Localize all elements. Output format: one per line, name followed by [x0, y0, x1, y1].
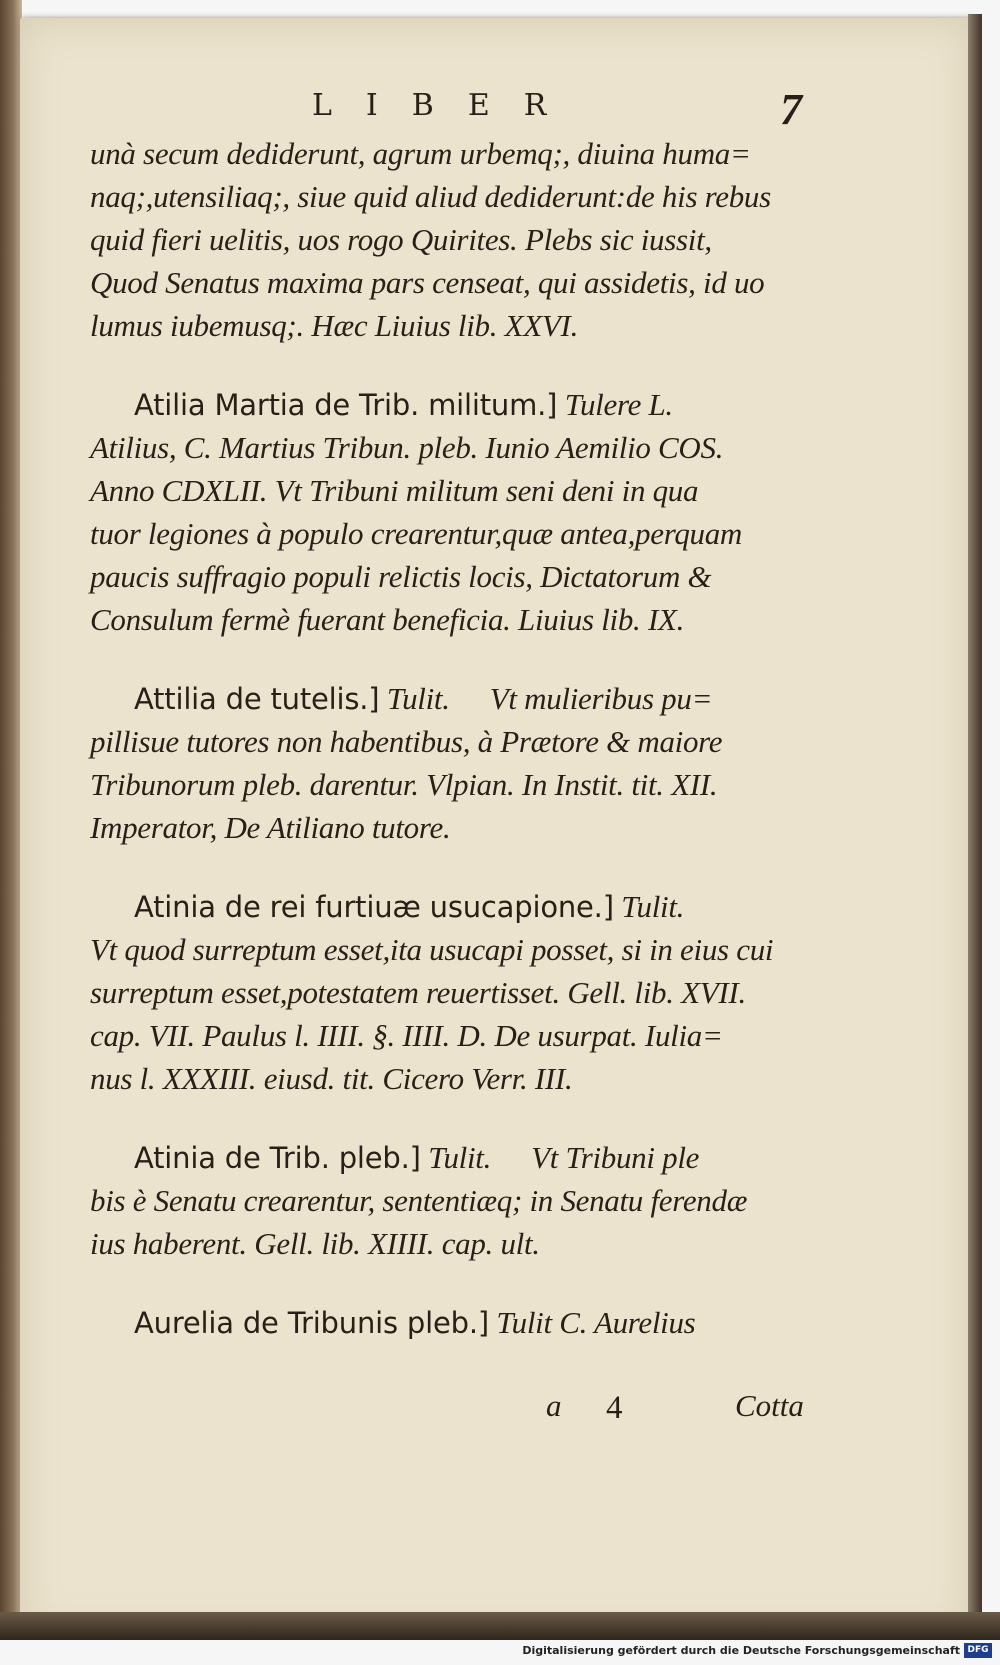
text-line: Consulum fermè fuerant beneficia. Liuius lib. IX. — [90, 602, 685, 637]
text-line: Vt mulieribus pu= — [489, 681, 713, 716]
text-line: Imperator, De Atiliano tutore. — [90, 810, 451, 845]
running-title: LIBER — [312, 88, 581, 123]
paragraph — [90, 1301, 820, 1344]
text-line: Tulit. — [386, 681, 450, 716]
text-line: Vt quod surreptum esset,ita usucapi posset, si in eius cui — [90, 932, 774, 967]
text-line: Atilius, C. Martius Tribun. pleb. Iunio Aemilio COS. — [90, 430, 724, 465]
text-line: Quod Senatus maxima pars censeat, qui assidetis, id uo — [90, 265, 765, 300]
text-line: unà secum dediderunt, agrum urbemq;, diuina huma= — [90, 136, 751, 171]
entry-heading: Atinia de rei furtiuæ usucapione.] — [134, 890, 614, 924]
entry-heading: Atinia de Trib. pleb.] — [134, 1141, 421, 1175]
text-line: pillisue tutores non habentibus, à Prætore & maiore — [90, 724, 723, 759]
entry-heading: Attilia de tutelis.] — [134, 682, 380, 716]
text-line: Tulit. — [621, 889, 685, 924]
text-line: Tribunorum pleb. darentur. Vlpian. In Instit. tit. XII. — [90, 767, 718, 802]
text-line: bis è Senatu crearentur, sententiæq; in Senatu ferendæ — [90, 1183, 748, 1218]
paragraph — [90, 383, 820, 641]
text-line: naq;,utensiliaq;, siue quid aliud dediderunt:de his rebus — [90, 179, 771, 214]
text-line: Tulit. — [428, 1140, 492, 1175]
running-head — [0, 85, 1000, 134]
text-line: Tulere L. — [564, 387, 673, 422]
catchword: Cotta — [735, 1388, 804, 1423]
entry-heading: Atilia Martia de Trib. militum.] — [134, 388, 558, 422]
text-line: Anno CDXLII. Vt Tribuni militum seni deni in qua — [90, 473, 699, 508]
text-line: Tulit C. Aurelius — [496, 1305, 696, 1340]
text-line: paucis suffragio populi relictis locis, Dictatorum & — [90, 559, 712, 594]
text-line: quid fieri uelitis, uos rogo Quirites. Plebs sic iussit, — [90, 222, 712, 257]
signature-mark: a — [546, 1388, 562, 1423]
text-line: Vt Tribuni ple — [531, 1140, 700, 1175]
footer-credit: Digitalisierung gefördert durch die Deutsche Forschungsgemeinschaft — [522, 1644, 960, 1657]
entry-heading: Aurelia de Tribunis pleb.] — [134, 1306, 489, 1340]
text-line: surreptum esset,potestatem reuertisset. Gell. lib. XVII. — [90, 975, 746, 1010]
text-line: ius haberent. Gell. lib. XIIII. cap. ult. — [90, 1226, 540, 1261]
text-line: cap. VII. Paulus l. IIII. §. IIII. D. De usurpat. Iulia= — [90, 1018, 723, 1053]
paragraph — [90, 885, 820, 1100]
paragraph — [90, 132, 820, 347]
page-number: 7 — [780, 85, 802, 134]
text-line: nus l. XXXIII. eiusd. tit. Cicero Verr. III. — [90, 1061, 573, 1096]
text-line: lumus iubemusq;. Hæc Liuius lib. XXVI. — [90, 308, 579, 343]
paragraph — [90, 1136, 820, 1265]
text-line: tuor legiones à populo crearentur,quæ antea,perquam — [90, 516, 743, 551]
signature-number: 4 — [606, 1390, 623, 1426]
paragraph — [90, 677, 820, 849]
text-block — [90, 132, 820, 1344]
page-bottom-edge — [0, 1612, 1000, 1640]
digitization-footer — [0, 1640, 1000, 1665]
signature-line — [0, 1388, 1000, 1436]
dfg-logo-icon: DFG — [964, 1643, 992, 1658]
